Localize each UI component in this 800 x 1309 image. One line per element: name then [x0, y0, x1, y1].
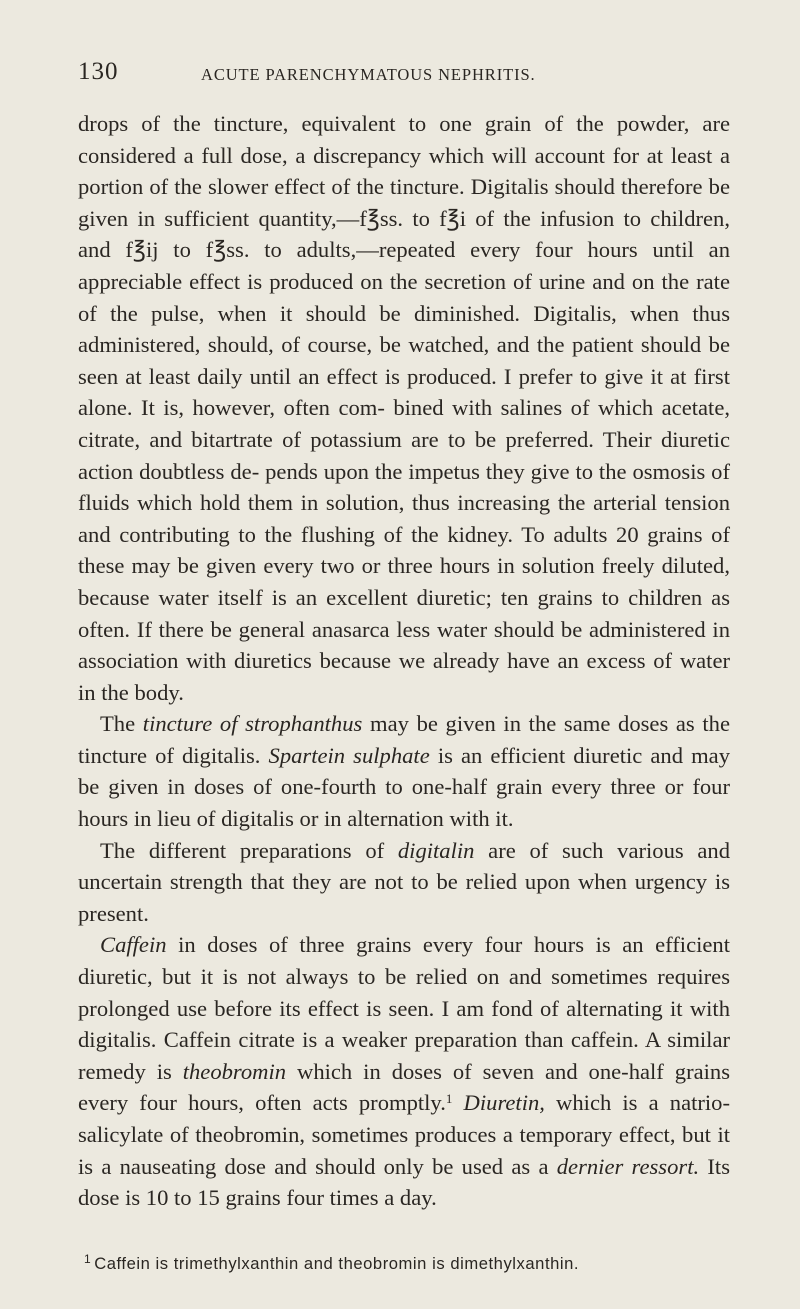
footnote: [84, 1253, 744, 1275]
page-number: 130: [78, 58, 119, 85]
italic-term: tincture of strophanthus: [142, 711, 363, 737]
paragraph-digitalin: [78, 835, 730, 930]
paragraph-strophanthus: [78, 708, 730, 834]
italic-term: Diuretin,: [463, 1090, 545, 1116]
text-run: The: [100, 711, 143, 737]
text-run: Its dose is 10 to 15 grains four times a day.: [78, 1153, 730, 1211]
italic-term: Caffein: [100, 932, 167, 958]
italic-term: digitalin: [397, 837, 475, 863]
body-text: [78, 108, 730, 1214]
text-run: The different preparations of: [100, 837, 398, 863]
text-run: is an efficient diuretic and may be given in doses of one-fourth to one-half grain every three or four hours in lieu of digitalis or in alternation with it.: [78, 742, 730, 832]
footnote-text: Caffein is trimethylxanthin and theobromin is dimethylxanthin.: [94, 1254, 580, 1273]
text-run: [452, 1090, 463, 1115]
footnote-reference[interactable]: 1: [445, 1091, 453, 1107]
text-run: which in doses of seven and one-half grains every four hours, often acts promptly.: [78, 1058, 730, 1116]
running-head: [78, 58, 722, 88]
footnote-marker: 1: [84, 1252, 92, 1266]
text-run: are of such various and uncertain strength that they are not to be relied upon when urgency is present.: [78, 837, 731, 926]
italic-term: Spartein sulphate: [268, 742, 430, 768]
paragraph-caffein: [78, 929, 730, 1213]
text-run: in doses of three grains every four hours is an efficient diuretic, but it is not always to be relied on and sometimes requires prolonged use before its effect is seen. I am fond of alternating it with digitalis. Caffein citrate is a weaker preparation than caffein. A similar remedy is: [78, 932, 730, 1084]
text-run: may be given in the same doses as the tincture of digitalis.: [78, 711, 730, 768]
running-title: ACUTE PARENCHYMATOUS NEPHRITIS.: [201, 65, 536, 84]
paragraph-continued: drops of the tincture, equivalent to one grain of the powder, are considered a full dose, a discrepancy which will account for at least a portion of the slower effect of the tincture. Digitalis should therefore be given in sufficient quantity,—f℥ss. to f℥i of the infusion to children, and f℥ij to f℥ss. to adults,—repeated every four hours until an appreciable effect is produced on the secretion of urine and on the rate of the pulse, when it should be diminished. Digitalis, when thus administered, should, of course, be watched, and the patient should be seen at least daily until an effect is produced. I prefer to give it at first alone. It is, however, often com- bined with salines of which acetate, citrate, and bitartrate of potassium are to be preferred. Their diuretic action doubtless de- pends upon the impetus they give to the osmosis of fluids which hold them in solution, thus increasing the arterial tension and contributing to the flushing of the kidney. To adults 20 grains of these may be given every two or three hours in solution freely diluted, because water itself is an excellent diuretic; ten grains to children as often. If there be general anasarca less water should be administered in association with diuretics because we already have an excess of water in the body.: [78, 111, 730, 705]
italic-term: dernier ressort.: [556, 1153, 700, 1179]
italic-term: theobromin: [182, 1058, 287, 1084]
text-run: which is a natrio-salicylate of theobromin, sometimes produces a temporary effect, but it is a nauseating dose and should only be used as a: [78, 1090, 730, 1179]
